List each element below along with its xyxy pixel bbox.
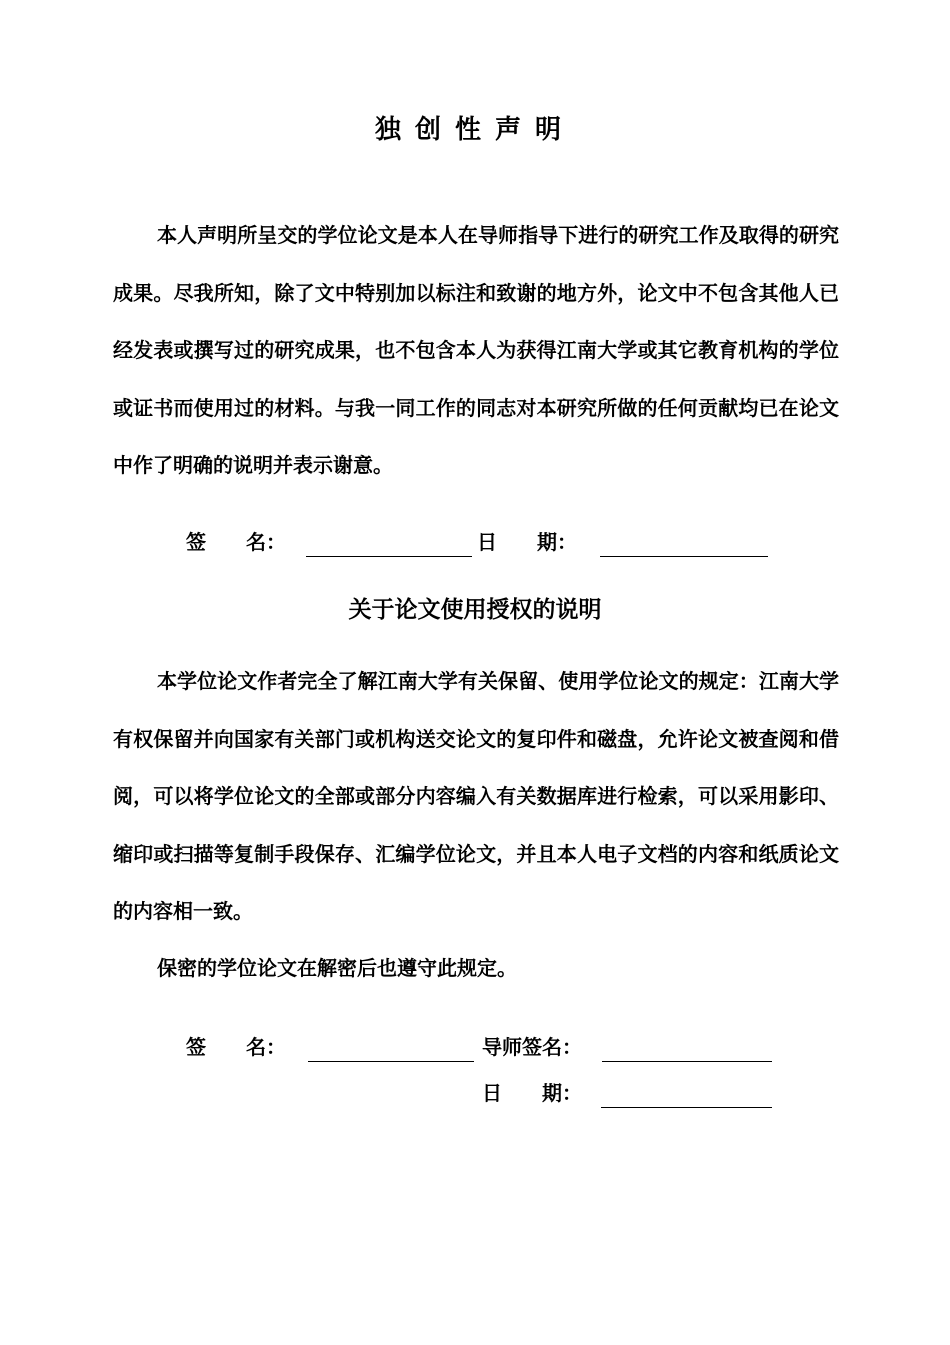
declaration-title: 独创性声明 [374,115,575,145]
authorization-date-label: 日 期： [482,1081,582,1105]
declaration-body: 本人声明所呈交的学位论文是本人在导师指导下进行的研究工作及取得的研究成果。尽我所知，除了文中特别加以标注和致谢的地方外，论文中不包含其他人已经发表或撰写过的研究成果，也不包含本人为获得江南大学或其它教育机构的学位或证书而使用过的材料。与我一同工作的同志对本研究所做的任何贡献均已在论文中作了明确的说明并表示谢意。 [113,223,839,477]
authorization-sign-label: 签 名： [186,1035,286,1059]
declaration-sign-line[interactable] [306,556,472,557]
authorization-sign-line[interactable] [308,1061,474,1062]
advisor-sign-label: 导师签名： [482,1035,582,1059]
declaration-sign-label: 签 名： [186,530,286,554]
declaration-signature-row [0,526,950,558]
declaration-date-line[interactable] [600,556,768,557]
authorization-date-row [0,1077,950,1109]
authorization-signature-row [0,1031,950,1063]
authorization-title: 关于论文使用授权的说明 [348,597,602,623]
authorization-secrecy-note: 保密的学位论文在解密后也遵守此规定。 [157,956,517,980]
authorization-body: 本学位论文作者完全了解江南大学有关保留、使用学位论文的规定：江南大学有权保留并向国家有关部门或机构送交论文的复印件和磁盘，允许论文被查阅和借阅，可以将学位论文的全部或部分内容编入有关数据库进行检索，可以采用影印、缩印或扫描等复制手段保存、汇编学位论文，并且本人电子文档的内容和纸质论文的内容相一致。 [113,669,839,923]
authorization-date-line[interactable] [601,1107,772,1108]
declaration-date-label: 日 期： [477,530,577,554]
advisor-sign-line[interactable] [602,1061,772,1062]
